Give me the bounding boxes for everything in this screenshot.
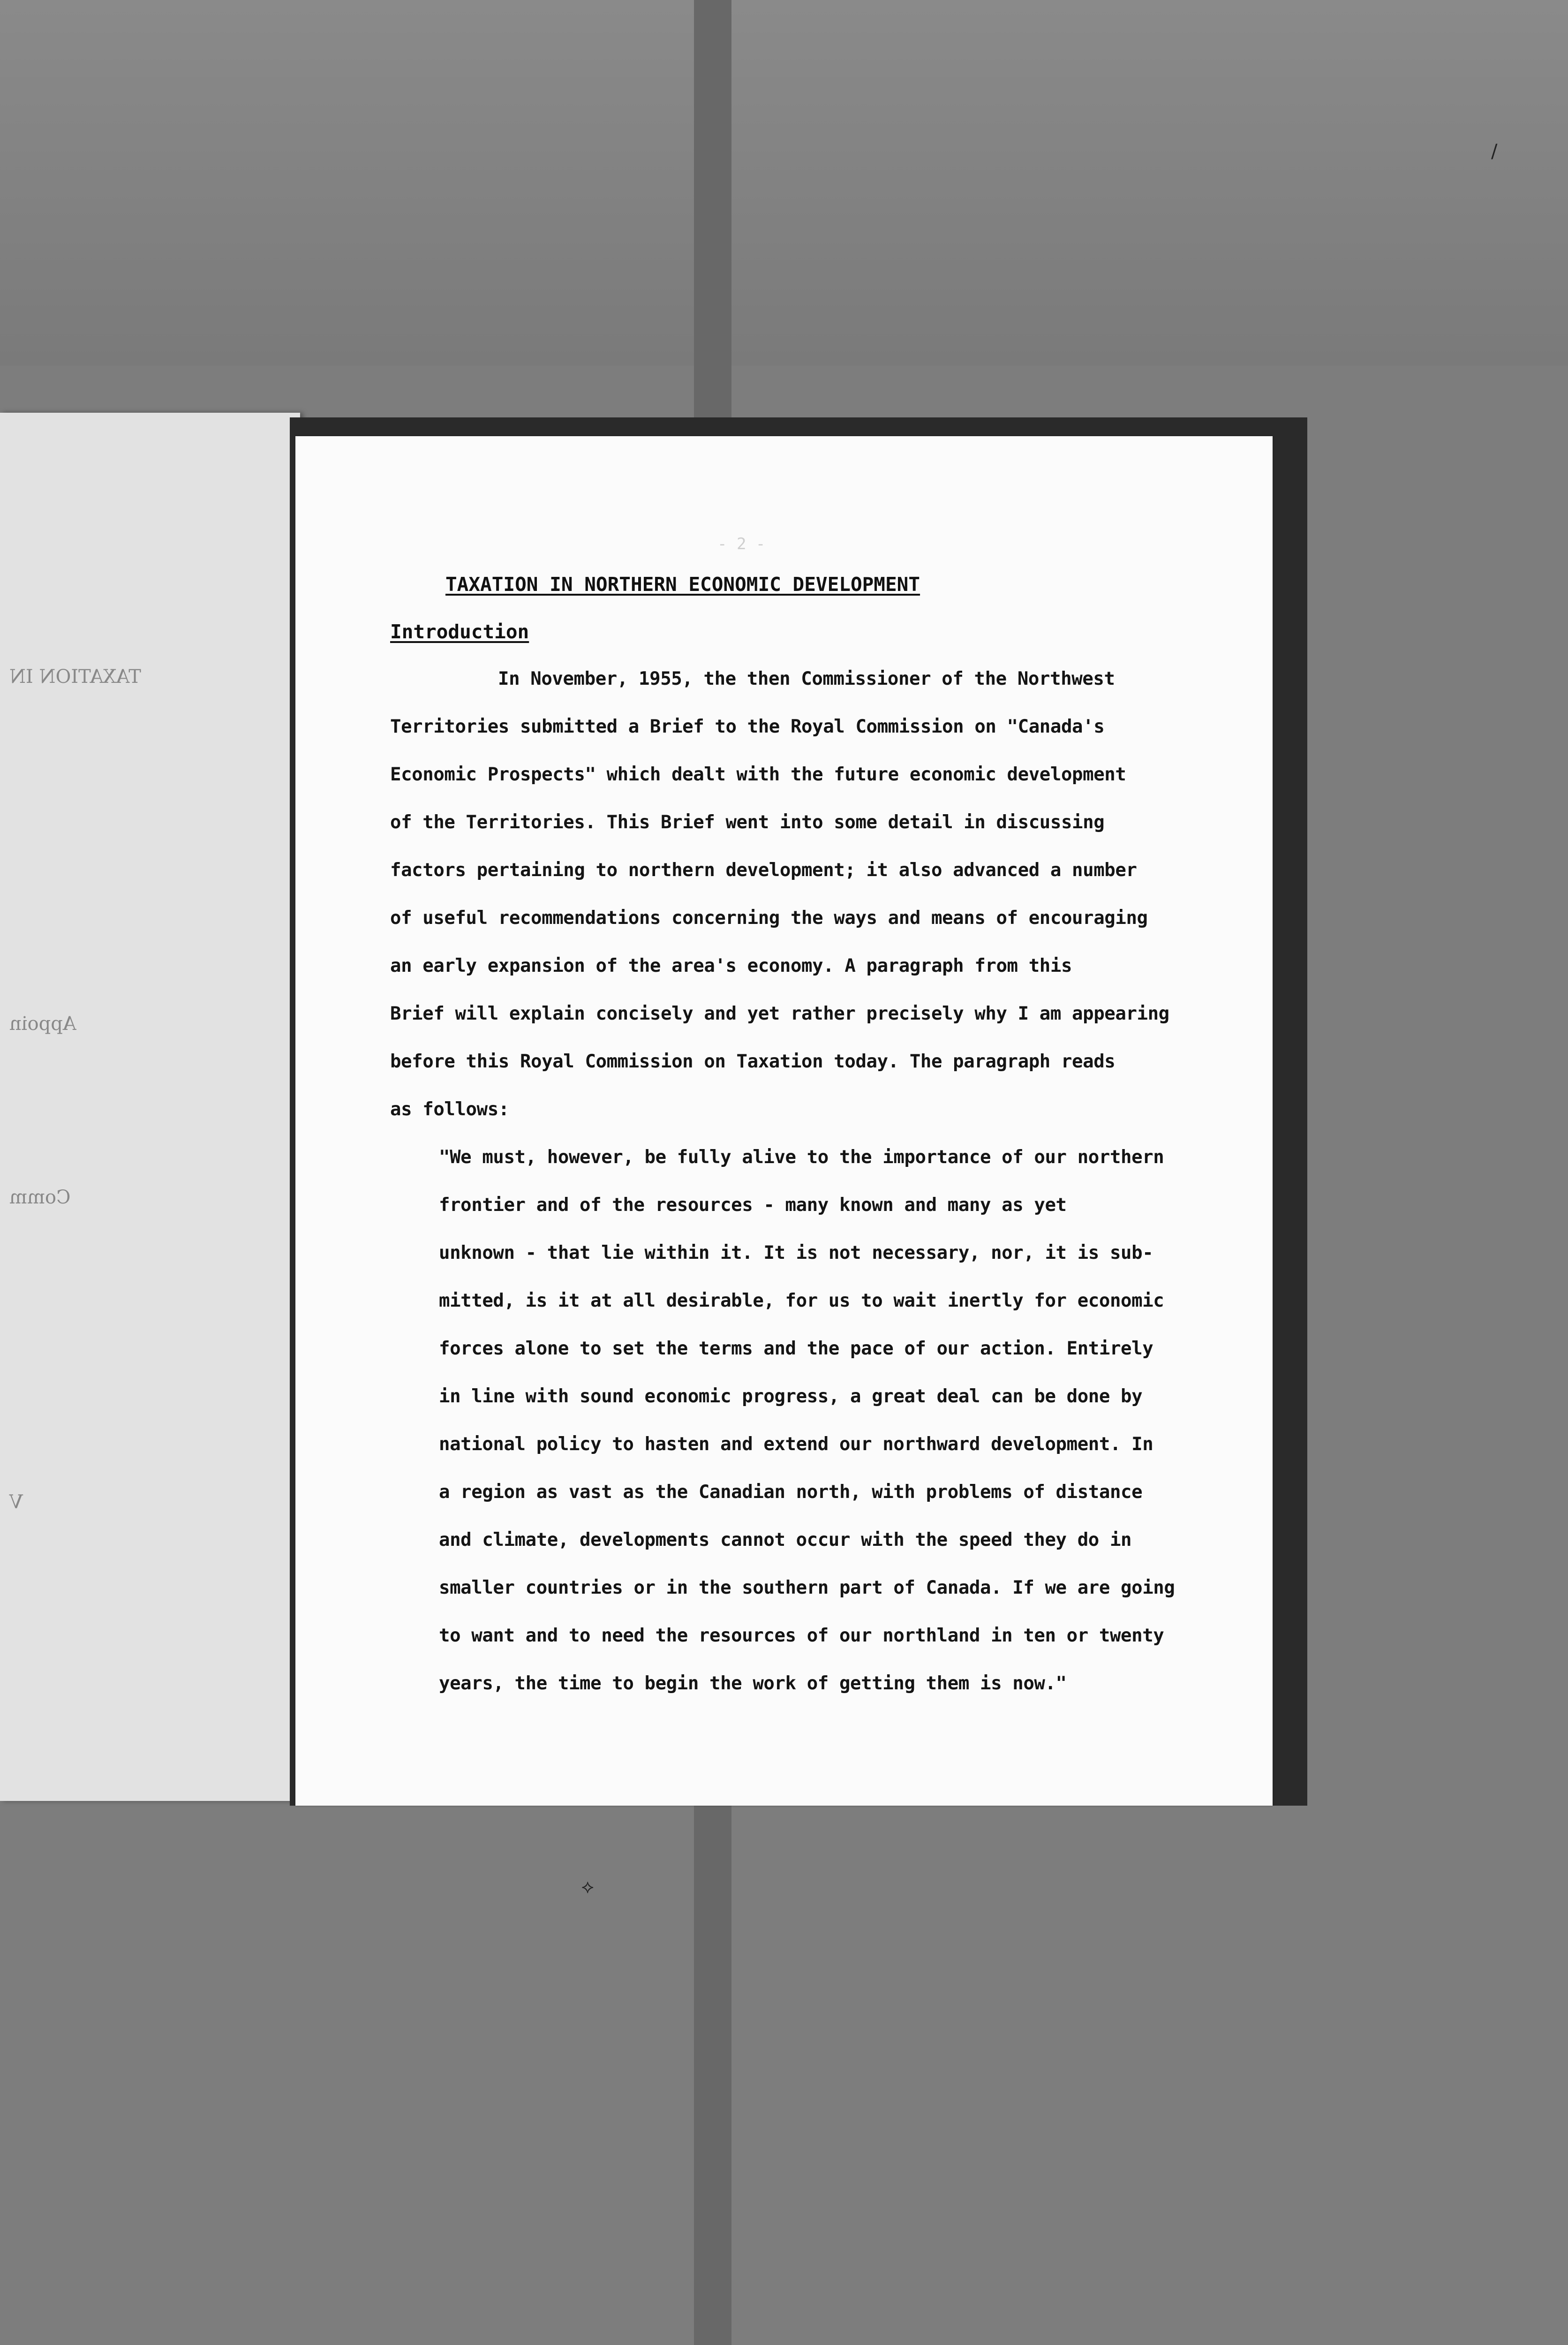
body-line: forces alone to set the terms and the pace of our action. Entirely (439, 1338, 1153, 1359)
ghost-text-3: Comm (9, 1187, 71, 1208)
body-line: of the Territories. This Brief went into some detail in discussing (390, 812, 1105, 833)
ghost-text-2: Appoin (9, 1013, 76, 1035)
ghost-text-4: V (9, 1491, 23, 1513)
vertical-tape-top (694, 0, 731, 431)
body-line: Territories submitted a Brief to the Royal Commission on "Canada's (390, 716, 1105, 737)
body-line: In November, 1955, the then Commissioner of the Northwest (498, 668, 1115, 689)
body-line: a region as vast as the Canadian north, with problems of distance (439, 1482, 1143, 1503)
body-line: and climate, developments cannot occur with the speed they do in (439, 1529, 1132, 1551)
body-line: "We must, however, be fully alive to the importance of our northern (439, 1147, 1164, 1168)
ghost-text-1: TAXATION IN (9, 666, 141, 688)
body-line: in line with sound economic progress, a great deal can be done by (439, 1386, 1143, 1407)
background-top (0, 0, 1568, 366)
body-line: Brief will explain concisely and yet rather precisely why I am appearing (390, 1003, 1169, 1024)
body-line: an early expansion of the area's economy. A paragraph from this (390, 955, 1072, 976)
body-line: to want and to need the resources of our northland in ten or twenty (439, 1625, 1164, 1646)
body-line: of useful recommendations concerning the ways and means of encouraging (390, 908, 1148, 929)
body-line: unknown - that lie within it. It is not necessary, nor, it is sub- (439, 1242, 1153, 1263)
document-title: TAXATION IN NORTHERN ECONOMIC DEVELOPMENT (445, 573, 920, 596)
body-line: factors pertaining to northern development; it also advanced a number (390, 860, 1137, 881)
body-line: national policy to hasten and extend our northward development. In (439, 1434, 1153, 1455)
body-line: before this Royal Commission on Taxation today. The paragraph reads (390, 1051, 1116, 1072)
vertical-tape-bottom (694, 1801, 731, 2345)
tack-mark: ⟡ (581, 1876, 594, 1898)
section-heading: Introduction (390, 620, 529, 643)
scratch-mark: / (1491, 141, 1498, 162)
body-line: frontier and of the resources - many known and many as yet (439, 1195, 1067, 1216)
body-line: Economic Prospects" which dealt with the future economic development (390, 764, 1126, 785)
page-number: - 2 - (717, 535, 766, 553)
adjacent-page (0, 413, 300, 1801)
body-line: mitted, is it at all desirable, for us to wait inertly for economic (439, 1290, 1164, 1311)
body-line: smaller countries or in the southern part of Canada. If we are going (439, 1577, 1175, 1598)
body-line: years, the time to begin the work of getting them is now." (439, 1673, 1067, 1694)
body-line: as follows: (390, 1099, 509, 1120)
